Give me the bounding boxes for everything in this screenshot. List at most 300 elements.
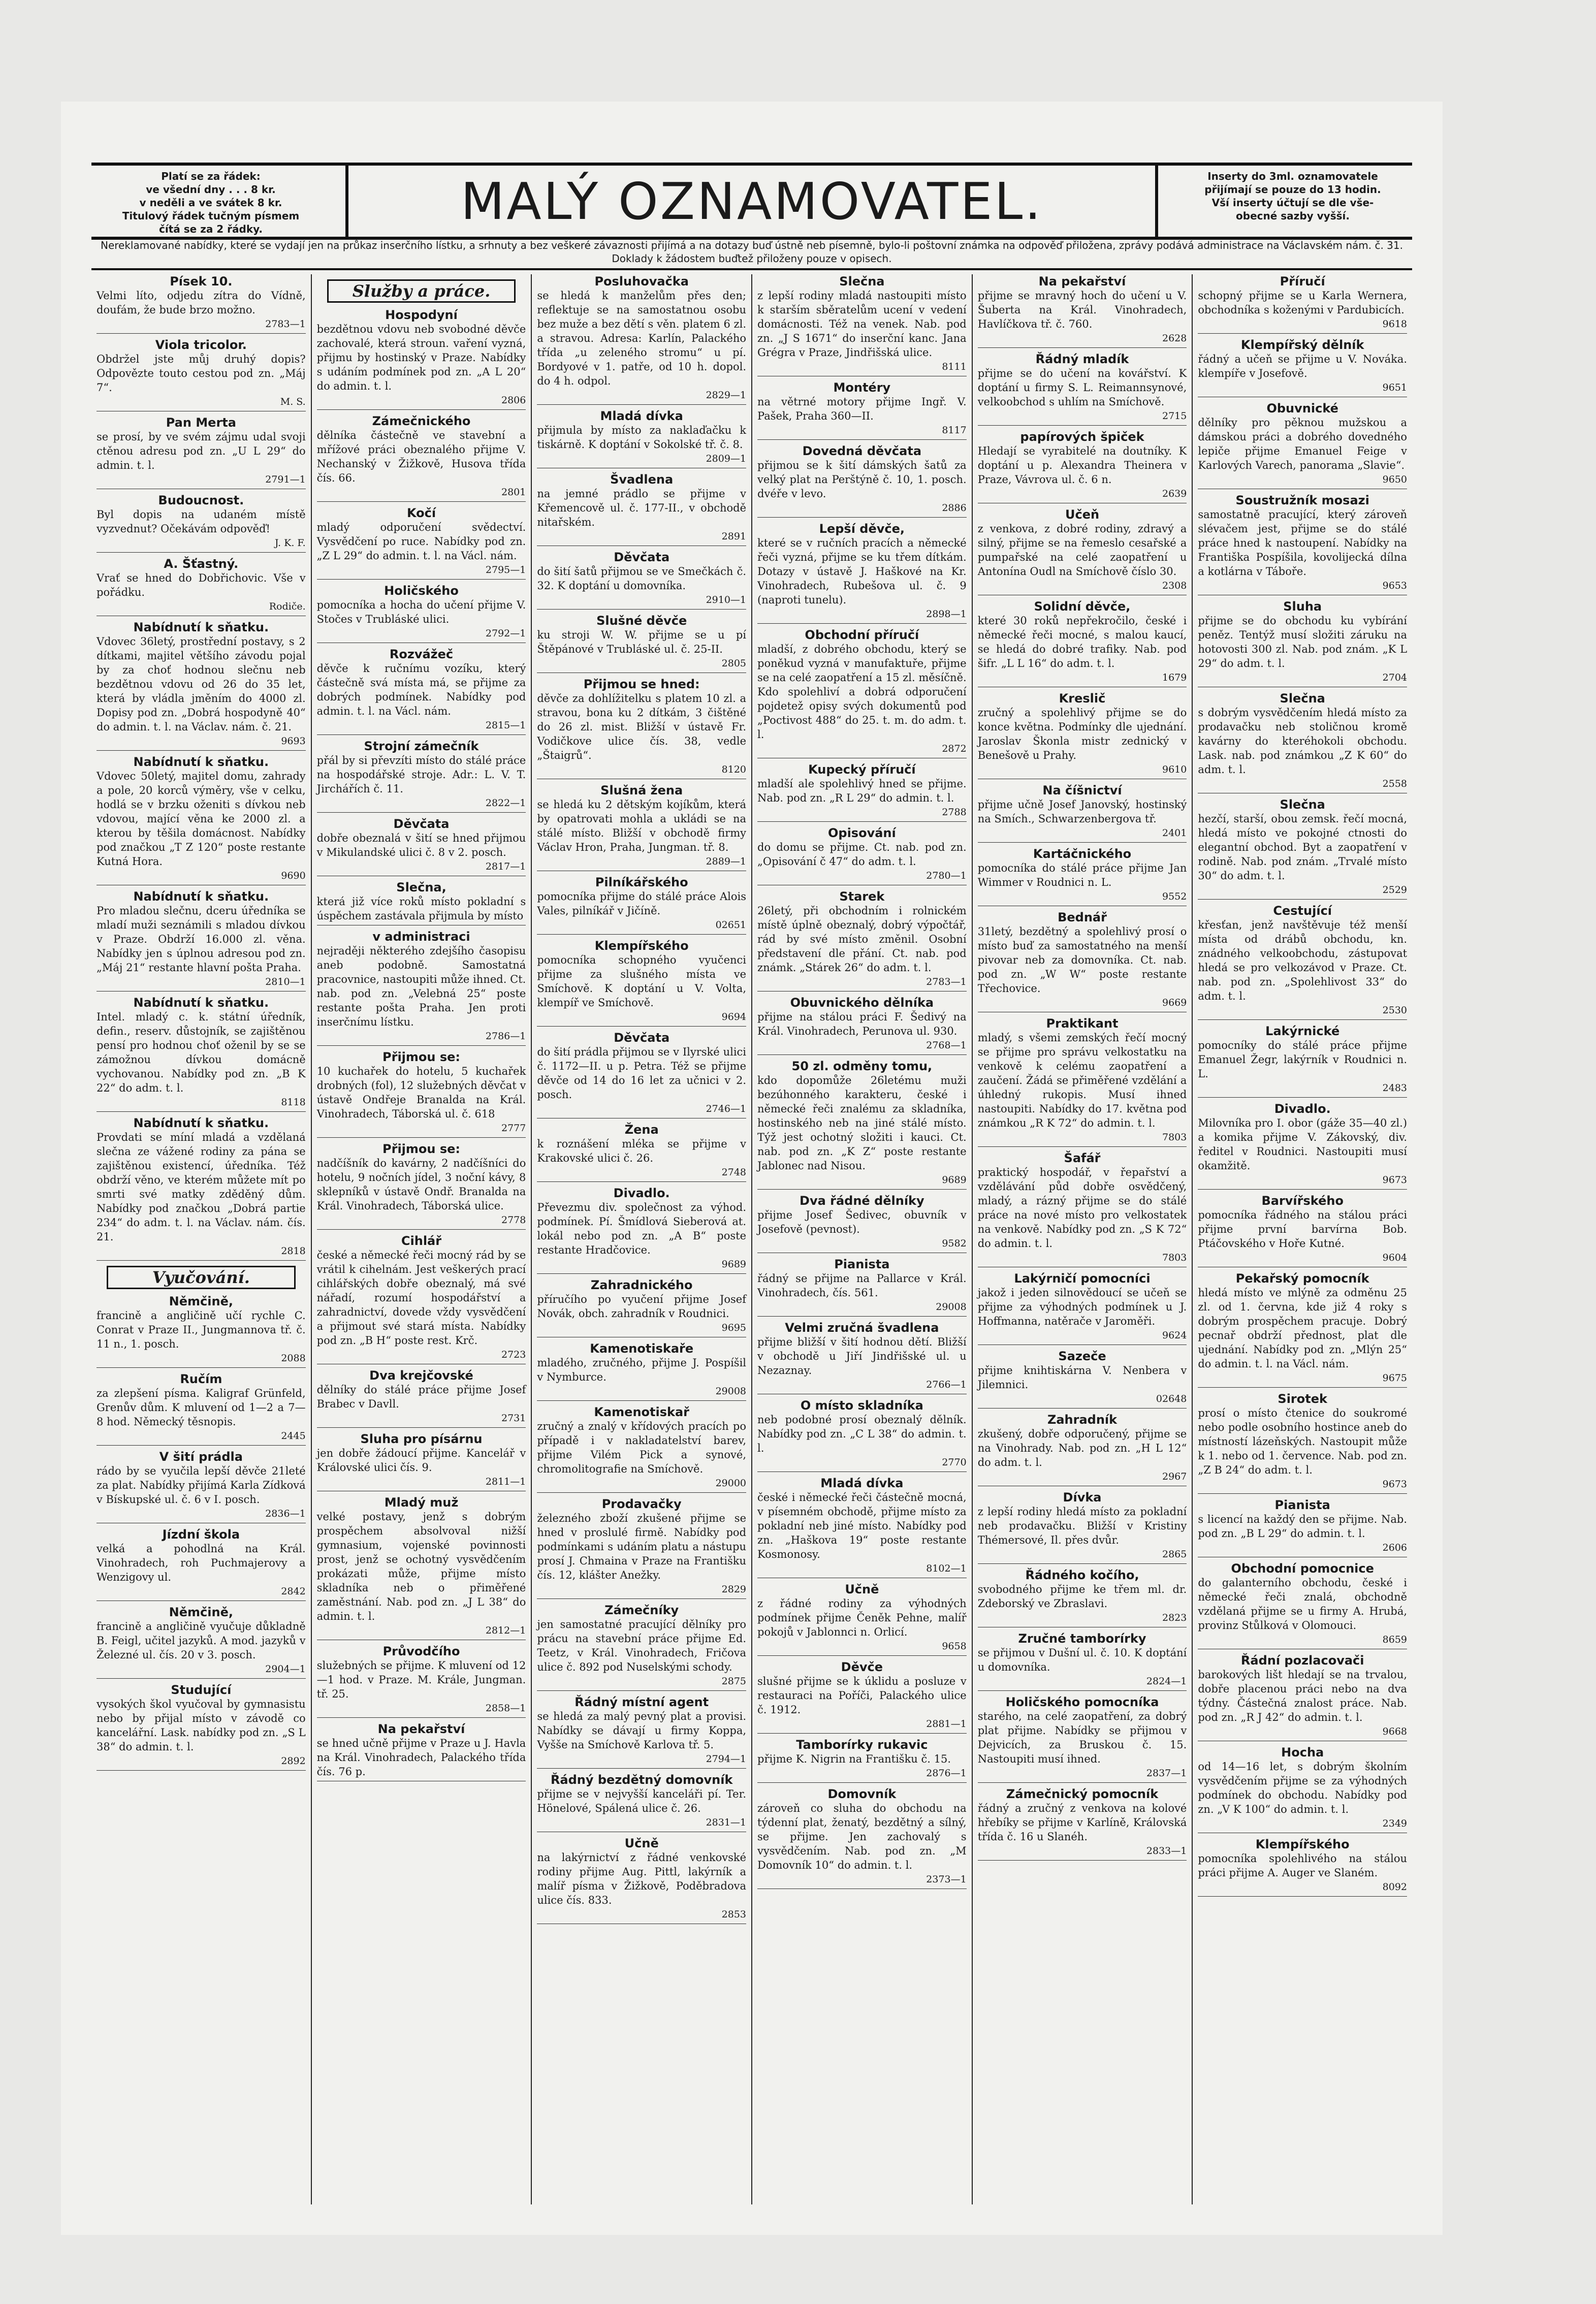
classified-ad	[978, 1631, 1187, 1691]
ad-code: 9610	[1162, 764, 1187, 775]
ad-code: 2401	[1162, 827, 1187, 839]
ad-body: přijme Josef Šedivec, obuvník v Josefově (pevnost).	[757, 1209, 967, 1235]
ad-heading: Lakýrnické	[1265, 1024, 1340, 1038]
classified-ad	[317, 647, 526, 735]
classified-ad	[757, 1787, 967, 1889]
ad-code: 2783—1	[926, 976, 967, 987]
classified-ad	[978, 1349, 1187, 1409]
ad-heading: Slušná žena	[600, 783, 683, 797]
classified-ad	[97, 557, 306, 616]
ad-heading: Mladá dívka	[820, 1476, 904, 1490]
section-heading: Vyučování.	[107, 1266, 296, 1289]
classified-ad	[317, 506, 526, 580]
classified-ad	[537, 875, 746, 935]
ad-heading: Nabídnutí k sňatku.	[133, 755, 269, 769]
ad-column	[312, 274, 532, 2204]
ad-body: slušné přijme se k úklidu a posluze v restauraci na Poříči, Palackého ulice č. 1912.	[757, 1675, 967, 1716]
ad-heading: Cihlář	[401, 1234, 442, 1248]
classified-ad	[1198, 691, 1407, 793]
ad-body: barokových lišt hledají se na trvalou, dobře placenou práci nebo na dva týdny. Částečná znalost práce. Nab. pod zn. „R J 42“ do admin. t. l.	[1198, 1669, 1408, 1723]
ad-heading: Klempířský dělník	[1240, 338, 1364, 352]
classified-ad	[317, 930, 526, 1046]
ad-heading: Posluhovačka	[594, 274, 689, 289]
ad-heading: Pan Merta	[166, 415, 236, 430]
ad-code: 2805	[721, 658, 747, 669]
ad-body: praktický hospodář, v řepařství a vzdělávání půd dobře osvědčený, mladý, a rázný přijme se do stálé práce na nové místo pro velkostatek na venkově. Nabídky pod zn. „S K 72“ do admin. t. l.	[977, 1166, 1187, 1250]
ad-body: přijme K. Nigrin na Františku č. 15.	[757, 1753, 951, 1765]
ad-body: pomocníka spolehlivého na stálou práci přijme A. Auger ve Slaném.	[1198, 1852, 1408, 1879]
ad-code: 9650	[1382, 474, 1408, 485]
ad-code: 9675	[1382, 1372, 1408, 1384]
ad-code: 2811—1	[485, 1476, 526, 1487]
ad-code: 8120	[721, 764, 747, 775]
classified-ad	[978, 783, 1187, 843]
ad-heading: Dva krejčovské	[369, 1368, 473, 1383]
ad-heading: Dovedná děvčata	[802, 444, 922, 458]
ad-code: 9695	[721, 1322, 747, 1333]
ad-code: 29000	[715, 1478, 747, 1489]
ad-code: 1679	[1162, 672, 1187, 683]
ad-heading: Na pekařství	[377, 1722, 465, 1736]
ad-body: dělníky do stálé práce přijme Josef Brabec v Davll.	[316, 1384, 526, 1410]
ad-body: k roznášení mléka se přijme v Krakovské ulici č. 26.	[537, 1138, 747, 1164]
ad-heading: Řádného kočího,	[1025, 1568, 1139, 1582]
ad-heading: Slečna	[839, 274, 885, 289]
ad-body: pomocníka schopného vyučenci přijme za slušného místa ve Smíchově. K doptání u V. Volta, klempíř ve Smíchově.	[537, 954, 747, 1009]
ad-heading: Slušné děvče	[596, 614, 687, 628]
ad-code: 9689	[942, 1174, 967, 1186]
ad-code: 2748	[721, 1167, 747, 1178]
ad-code: 2889—1	[706, 856, 747, 867]
ad-body: samostatně pracující, který zároveň slévačem jest, přijme se do stálé práce hned k nastoupení. Nabídky na Františka Pospíšila, kovolijecká dílna a kotlárna v Táboře.	[1198, 508, 1408, 578]
ad-heading: Učně	[624, 1836, 659, 1850]
ad-code: 2788	[942, 807, 967, 818]
classified-ad	[537, 1186, 746, 1274]
classified-ad	[1198, 1745, 1407, 1833]
ad-code: 2812—1	[485, 1625, 526, 1636]
ad-code: 2794—1	[706, 1753, 747, 1765]
ad-body: se hledá k manželům přes den; reflektuje se na samostatnou osobu bez muže a bez dětí s věn. platem 6 zl. a stravou. Adresa: Karlín, Palackého třída „u zeleného stromu“ u pí. Bordyové v 1. patře, od 10 h. dopol. do 4 h. odpol.	[537, 290, 747, 387]
ad-heading: Zahradník	[1047, 1413, 1118, 1427]
classified-ad	[1198, 1024, 1407, 1098]
ad-code: 2815—1	[485, 720, 526, 731]
classified-ad	[317, 1495, 526, 1640]
ad-body: Obdržel jste můj druhý dopis? Odpovězte touto cestou pod zn. „Máj 7“.	[97, 353, 306, 394]
ad-body: se hned učně přijme v Praze u J. Havla na Král. Vinohradech, Palackého třída čís. 76 p.	[316, 1737, 526, 1778]
ad-body: z lepší rodiny mladá nastoupiti místo k starším sběratelům ucení v vedení domácnosti. Též na venek. Nab. pod zn. „J S 1671“ do inserční kanc. Jana Grégra v Praze, Jindřišská ulice.	[757, 290, 967, 359]
ad-code: 9582	[942, 1238, 967, 1249]
ad-body: české i německé řeči částečně mocná, v písemném obchodě, přijme místo za pokladní neb jiné místo. Nabídky pod zn. „Haškova 19“ poste restante Kosmonosy.	[757, 1491, 967, 1560]
ad-body: pomocníka řádného na stálou práci přijme první barvírna Bob. Ptáčovského v Hoře Kutné.	[1198, 1209, 1408, 1250]
ad-heading: Lakýrničí pomocníci	[1014, 1271, 1151, 1286]
ad-heading: Kamenotiskař	[594, 1405, 689, 1419]
ad-heading: Šafář	[1064, 1151, 1101, 1165]
ad-body: na jemné prádlo se přijme v Křemencově ul. č. 177-II., v obchodě nitařském.	[537, 488, 747, 528]
ad-code: 9668	[1382, 1726, 1408, 1737]
ad-code: M. S.	[280, 396, 306, 407]
ad-body: zručný a spolehlivý přijme se do konce května. Podmínky dle ujednání. Jaroslav Škonla mistr zednický v Benešově u Prahy.	[977, 707, 1187, 761]
ad-heading: Hocha	[1281, 1745, 1324, 1759]
ad-heading: Němčině,	[169, 1294, 233, 1308]
classified-ad	[978, 352, 1187, 426]
ad-body: děvče k ručnímu vozíku, který částečně svá místa má, se přijme za dobrých podmínek. Nabídky pod admin. t. l. na Václ. nám.	[316, 662, 526, 717]
ad-heading: Obchodní příručí	[805, 628, 919, 642]
ad-code: 2746—1	[706, 1103, 747, 1114]
ad-body: která již více roků místo pokladní s úspěchem zastávala přijmula by místo	[316, 895, 526, 922]
ad-body: Provdati se míní mladá a vzdělaná slečna ze vážené rodiny za pána se zajištěnou existencí, úředníka. Též obdrží věno, ve kterém můžete mít po smrti své matky zděděný dům. Nabídky pod značkou „Dobrá partie 234“ do adm. t. l. na Václav. nám. čís. 21.	[97, 1131, 306, 1243]
ad-heading: Jízdní škola	[162, 1527, 240, 1542]
classified-ad	[537, 1603, 746, 1691]
ad-heading: Velmi zručná švadlena	[785, 1321, 939, 1335]
ad-code: 2770	[942, 1457, 967, 1468]
ad-heading: Děvčata	[614, 550, 670, 564]
classified-ad	[317, 1142, 526, 1230]
classified-ad	[1198, 1498, 1407, 1557]
ad-heading: Sluha pro písárnu	[360, 1432, 483, 1446]
ad-body: mladší ale spolehlivý hned se přijme. Nab. pod zn. „R L 29“ do admin. t. l.	[757, 778, 967, 804]
classified-ad	[1198, 1392, 1407, 1494]
ad-code: 2818	[281, 1245, 306, 1257]
ad-code: 2833—1	[1146, 1845, 1187, 1857]
ad-code: 2829—1	[706, 390, 747, 401]
ad-heading: Tamborírky rukavic	[796, 1738, 928, 1752]
ad-body: Vdovec 50letý, majitel domu, zahrady a pole, 20 korců výměry, vše v celku, hodlá se v brzku oženiti s dívkou neb vdovou, mající věna ke 2000 zl. a kterou by těšila domácnost. Nabídky pod značkou „T Z 120“ poste restante Kutná Hora.	[97, 770, 306, 868]
classified-ad	[317, 414, 526, 502]
ad-heading: Mladý muž	[384, 1495, 459, 1510]
ad-column	[752, 274, 973, 2204]
ad-body: Velmi líto, odjedu zítra do Vídně, doufám, že bude brzo možno.	[97, 290, 306, 316]
ad-body: nejraději některého zdejšího časopisu aneb podobně. Samostatná pracovnice, nastoupiti může ihned. Ct. nab. pod zn. „Velebná 25“ poste restante pošta Praha. Jen proti inserčnímu lístku.	[316, 945, 526, 1028]
ad-heading: Řádný bezdětný domovník	[550, 1773, 733, 1787]
classified-ad	[537, 1836, 746, 1924]
ad-code: 9552	[1162, 891, 1187, 902]
ad-code: 2817—1	[485, 861, 526, 872]
ad-heading: Zahradnického	[590, 1278, 693, 1292]
ad-heading: Bednář	[1058, 910, 1107, 924]
ad-body: Hledají se vyrabitelé na doutníky. K doptání u p. Alexandra Theinera v Praze, Vávrova ul. č. 6 n.	[977, 445, 1187, 486]
ad-code: Rodiče.	[269, 601, 306, 612]
ad-code: 2967	[1162, 1471, 1187, 1482]
ad-body: do šití šatů přijmou se ve Smečkách č. 32. K doptání u domovníka.	[537, 565, 747, 592]
classified-ad	[97, 620, 306, 751]
ad-body: mladý odporučení svědectví. Vysvědčení po ruce. Nabídky pod zn. „Z L 29“ do admin. t. l. na Václ. nám.	[316, 521, 526, 562]
ad-heading: 50 zl. odměny tomu,	[791, 1059, 933, 1073]
classified-ad	[97, 338, 306, 411]
classified-ad	[1198, 599, 1407, 687]
ad-code: 2445	[281, 1430, 306, 1442]
ad-heading: Přijmou se:	[382, 1142, 460, 1156]
classified-ad	[537, 1278, 746, 1337]
classified-ad	[757, 1257, 967, 1317]
classified-ad	[537, 409, 746, 468]
ad-code: 8102—1	[926, 1563, 967, 1574]
classified-ad	[537, 1773, 746, 1832]
ad-code: 2801	[501, 487, 526, 498]
ad-body: do domu se přijme. Ct. nab. pod zn. „Opisování č 47“ do adm. t. l.	[757, 841, 967, 868]
ad-code: 2837—1	[1146, 1768, 1187, 1779]
classified-ad	[1198, 338, 1407, 397]
ad-heading: Klempířského	[594, 939, 689, 953]
ad-heading: Dva řádné dělníky	[800, 1194, 924, 1208]
ad-body: železného zboží zkušené přijme se hned v proslulé firmě. Nabídky pod podmínkami s udáním platu a nástupu prosí J. Chmaina v Praze na Františku čís. 12, klášter Anežky.	[537, 1512, 747, 1581]
classified-ad	[537, 1695, 746, 1769]
classified-ad	[757, 274, 967, 376]
ad-heading: Děvčata	[393, 817, 450, 831]
ad-body: mladší, z dobrého obchodu, který se poněkud vyzná v manufaktuře, přijme se na celé zaopatření a 15 zl. měsíčně. Kdo spolehliví a dobrá odporučení pojdetež opisy svých dokumentů pod „Poctivost 488“ do 25. t. m. do adm. t. l.	[757, 643, 967, 741]
ad-code: 2606	[1382, 1542, 1408, 1553]
ad-body: s licencí na každý den se přijme. Nab. pod zn. „B L 29“ do admin. t. l.	[1198, 1513, 1408, 1540]
ad-heading: Strojní zámečník	[364, 739, 479, 753]
ad-code: 2858—1	[485, 1703, 526, 1714]
classified-ad	[1198, 1561, 1407, 1649]
classified-ad	[978, 507, 1187, 595]
masthead	[91, 163, 1412, 240]
classified-ad	[757, 522, 967, 624]
ad-heading: Slečna	[1280, 797, 1325, 812]
ad-body: starého, na celé zaopatření, za dobrý plat přijme. Nabídky se přijmou v Dejvicích, za Bruskou č. 15. Nastoupiti musí ihned.	[977, 1710, 1187, 1765]
ad-body: pomocníka a hocha do učení přijme V. Stočes v Trubláské ulici.	[316, 599, 526, 625]
ad-body: řádný a učeň se přijme u V. Nováka. klempíře v Josefově.	[1198, 353, 1408, 379]
ad-body: do galanterního obchodu, české i německé řeči znalá, obchodně vzdělaná přijme se u firmy A. Hrubá, provinz Stůlková v Olomouci.	[1198, 1577, 1408, 1631]
ad-body: jakož i jeden silnovědoucí se učeň se přijme za výhodných podmínek u J. Hoffmanna, natěrače v Jaroměři.	[977, 1287, 1187, 1327]
ad-body: pomocníka přijme do stálé práce Alois Vales, pilníkář v Jičíně.	[537, 890, 747, 917]
ad-heading: Kartáčnického	[1033, 847, 1132, 861]
ad-code: 2768—1	[926, 1040, 967, 1051]
ad-body: na lakýrnictví z řádné venkovské rodiny přijme Aug. Pittl, lakýrník a malíř písma v Žižkově, Poděbradova ulice čís. 833.	[537, 1851, 747, 1906]
classified-ad	[317, 1234, 526, 1364]
classified-ad	[97, 1683, 306, 1771]
ad-body: přijme bližší v šití hodnou dětí. Bližší v obchodě u Jiří Jindřišské ul. u Nezaznay.	[757, 1336, 967, 1377]
ad-columns	[91, 274, 1412, 2204]
classified-ad	[978, 1568, 1187, 1627]
classified-ad	[537, 614, 746, 673]
classified-ad	[537, 274, 746, 405]
classified-ad	[757, 380, 967, 440]
classified-ad	[97, 1116, 306, 1261]
classified-ad	[978, 910, 1187, 1012]
ad-body: hezčí, starší, obou zemsk. řečí mocná, hledá místo ve pokojné ctnosti do elegantní obchod. Byt a zaopatření v rodině. Nab. pod znám. „Trvalé místo 30“ do adm. t. l.	[1198, 813, 1408, 882]
classified-ad	[757, 1738, 967, 1783]
ad-body: svobodného přijme ke třem ml. dr. Zdeborský ve Zbraslavi.	[977, 1583, 1187, 1610]
classified-ad	[317, 1368, 526, 1428]
ad-heading: Mladá dívka	[600, 409, 683, 423]
ad-column	[91, 274, 312, 2204]
ad-heading: Obchodní pomocnice	[1231, 1561, 1374, 1576]
classified-ad	[757, 1660, 967, 1734]
ad-heading: Studující	[171, 1683, 232, 1697]
ad-code: 2088	[281, 1353, 306, 1364]
ad-body: řádný se přijme na Pallarce v Král. Vinohradech, čís. 561.	[757, 1272, 967, 1299]
ad-code: 9694	[721, 1011, 747, 1022]
classified-ad	[537, 1031, 746, 1118]
classified-ad	[1198, 1102, 1407, 1190]
ad-heading: Slečna	[1280, 691, 1325, 706]
ad-code: 02651	[715, 919, 747, 931]
ad-body: české a německé řeči mocný rád by se vrátil k cihelnám. Jest veškerých prací cihlářských dobře obeznalý, má své nářadí, rozumí hospodářství a zahradnictví, dovede vždy vysvědčení a přijmout své stará místa. Nabídky pod zn. „B H“ poste rest. Krč.	[316, 1249, 526, 1347]
ad-body: 31letý, bezdětný a spolehlivý prosí o místo buď za samostatného na menší pivovar neb za domovníka. Ct. nab. pod zn. „W W“ poste restante Třechovice.	[977, 925, 1187, 995]
ad-code: 7803	[1162, 1252, 1187, 1263]
ad-heading: Na číšnictví	[1042, 783, 1122, 797]
classified-ad	[97, 1527, 306, 1601]
ad-body: vysokých škol vyučoval by gymnasistu nebo by přijal místo v závodě co kancelářní. Lask. nabídky pod zn. „S L 38“ do admin. t. l.	[97, 1698, 306, 1753]
ad-body: křesťan, jenž navštěvuje též menší místa od drábů obchodu, kn. znádného velkoobchodu, zástupovat hledá se pro velkozávod v Praze. Ct. nab. pod zn. „Spolehlivost 33“ do adm. t. l.	[1198, 919, 1408, 1002]
ad-code: 2777	[501, 1123, 526, 1134]
ad-body: které se v ručních pracích a německé řeči vyzná, přijme se ku třem dítkám. Dotazy v ústavě J. Haškové na Kr. Vinohradech, Rubešova ul. č. 9 (naproti tunelu).	[757, 537, 967, 606]
classified-ad	[317, 739, 526, 813]
ad-body: neb podobné prosí obeznalý dělník. Nabídky pod zn. „C L 38“ do admin. t. l.	[757, 1414, 967, 1454]
ad-code: 2791—1	[265, 474, 306, 485]
ad-body: jen samostatné pracující dělníky pro prácu na stavební práce přijme Ed. Teetz, v Král. Vinohradech, Fričova ulice č. 892 pod Nuselskými schody.	[537, 1618, 747, 1673]
ad-heading: Sirotek	[1278, 1392, 1327, 1406]
ad-heading: Nabídnutí k sňatku.	[133, 1116, 269, 1130]
ad-code: 29008	[715, 1386, 747, 1397]
ad-code: 9658	[942, 1641, 967, 1652]
ad-body: pomocníka do stálé práce přijme Jan Wimmer v Roudnici n. L.	[977, 862, 1187, 888]
ad-heading: Kočí	[406, 506, 436, 520]
ad-code: 2891	[721, 531, 747, 542]
ad-heading: Praktikant	[1046, 1016, 1119, 1031]
classified-ad	[978, 1413, 1187, 1486]
ad-body: ku stroji W. W. přijme se u pí Štěpánové v Trubláské ul. č. 25-II.	[537, 629, 747, 655]
ad-heading: Obuvnické	[1266, 401, 1338, 415]
ad-body: jen dobře žádoucí přijme. Kancelář v Královské ulici čís. 9.	[316, 1447, 526, 1474]
ad-heading: v administraci	[372, 930, 470, 944]
classified-ad	[978, 1016, 1187, 1147]
ad-code: 2886	[942, 502, 967, 514]
ad-code: 2308	[1162, 580, 1187, 591]
classified-ad	[97, 1605, 306, 1679]
ad-body: dobře obeznalá v šití se hned přijmou v Mikulandské ulici č. 8 v 2. posch.	[316, 832, 526, 858]
classified-ad	[757, 1321, 967, 1394]
classified-ad	[97, 1450, 306, 1523]
ad-body: 26letý, při obchodním i rolnickém místě úplně obeznalý, dobrý výpočtář, rád by své místo změnil. Osobní představení dle přání. Ct. nab. pod známk. „Stárek 26“ do adm. t. l.	[757, 905, 967, 974]
classified-ad	[1198, 493, 1407, 595]
ad-code: 2806	[501, 395, 526, 406]
ad-code: 2786—1	[485, 1031, 526, 1042]
ad-code: 2723	[501, 1349, 526, 1360]
ad-heading: Žena	[624, 1123, 659, 1137]
ad-body: příručího po vyučení přijme Josef Novák, obch. zahradník v Roudnici.	[537, 1293, 747, 1320]
ad-heading: Viola tricolor.	[155, 338, 247, 352]
ad-heading: Nabídnutí k sňatku.	[133, 996, 269, 1010]
classified-ad	[757, 1398, 967, 1472]
ad-heading: Písek 10.	[170, 274, 233, 289]
ad-body: za zlepšení písma. Kaligraf Grünfeld, Grenův dům. K mluvení od 1—2 a 7—8 hod. Německý těsnopis.	[97, 1387, 306, 1428]
classified-ad	[537, 472, 746, 546]
classified-ad	[317, 1644, 526, 1718]
classified-ad	[978, 1271, 1187, 1345]
ad-heading: Zručné tamborírky	[1018, 1631, 1146, 1646]
classified-ad	[97, 1372, 306, 1446]
ad-heading: Učeň	[1065, 507, 1100, 522]
ad-code: 2349	[1382, 1818, 1408, 1829]
classified-ad	[978, 1151, 1187, 1267]
classified-ad	[1198, 1194, 1407, 1267]
ad-heading: Průvodčího	[382, 1644, 460, 1658]
ad-code: 9651	[1382, 382, 1408, 393]
ad-heading: Švadlena	[610, 472, 674, 487]
masthead-left-info: Platí se za řádek: ve všední dny . . . 8 kr. v neděli a ve svátek 8 kr. Titulový řádek tučným písmem čítá se za 2 řádky.	[122, 170, 300, 235]
ad-heading: Barvířského	[1261, 1194, 1344, 1208]
ad-code: 2831—1	[706, 1817, 747, 1828]
ad-heading: Prodavačky	[601, 1497, 682, 1511]
ad-heading: Rozvážeč	[389, 647, 454, 661]
ad-heading: Přijmou se hned:	[583, 677, 700, 691]
ad-heading: Řádný místní agent	[574, 1695, 709, 1709]
ad-heading: Kupecký příručí	[808, 762, 916, 777]
classified-ad	[757, 1476, 967, 1578]
ad-code: 2809—1	[706, 453, 747, 464]
ad-code: 2715	[1162, 410, 1187, 422]
ad-code: 2731	[501, 1413, 526, 1424]
ad-heading: Na pekařství	[1038, 274, 1126, 289]
ad-heading: Soustružník mosazi	[1235, 493, 1369, 507]
ad-heading: Ručím	[180, 1372, 222, 1386]
ad-body: přijmou se k šití dámských šatů za velký plat na Perštýně č. 10, 1. posch. dvéře v levo.	[757, 459, 967, 500]
ad-body: prosí o místo čtenice do soukromé nebo podle osobního hostince aneb do místností lázeňských. Nastoupit může k 1. nebo od 1. července. Nab. pod zn. „Z B 24“ do adm. t. l.	[1198, 1407, 1408, 1476]
ad-heading: Opisování	[827, 826, 896, 840]
ad-heading: Pilníkářského	[595, 875, 688, 889]
ad-heading: Nabídnutí k sňatku.	[133, 889, 269, 904]
ad-code: 02648	[1156, 1393, 1187, 1404]
ad-body: francině a angličině učí rychle C. Conrat v Praze II., Jungmannova tř. č. 11 n., 1. posch.	[97, 1309, 306, 1350]
classified-ad	[97, 274, 306, 334]
ad-heading: Děvčata	[614, 1031, 670, 1045]
ad-code: 2875	[721, 1676, 747, 1687]
ad-heading: A. Šťastný.	[164, 557, 239, 571]
ad-code: 7803	[1162, 1132, 1187, 1143]
ad-heading: Kreslič	[1059, 691, 1106, 706]
classified-ad	[978, 1490, 1187, 1564]
ad-body: hledá místo ve mlýně za odměnu 25 zl. od 1. června, kde již 4 roky s dobrým prospěchem pracuje. Dobrý pecnař obdrží přednost, plat dle ujednání. Nabídky pod zn. „Mlýn 25“ do admin. t. l. na Václ. nám.	[1198, 1287, 1408, 1370]
ad-heading: Nabídnutí k sňatku.	[133, 620, 269, 634]
ad-body: služebných se přijme. K mluvení od 12—1 hod. v Praze. M. Krále, Jungman. tř. 25.	[316, 1659, 526, 1700]
ad-heading: Kamenotiskaře	[590, 1341, 694, 1356]
ad-body: se přijmou v Dušní ul. č. 10. K doptání u domovníka.	[977, 1647, 1187, 1673]
ad-body: přijme na stálou práci F. Šedivý na Král. Vinohradech, Perunova ul. 930.	[757, 1011, 967, 1037]
ad-body: řádný a zručný z venkova na kolové hřebíky se přijme v Karlíně, Královská třída č. 16 u Slanéh.	[977, 1802, 1187, 1843]
classified-ad	[978, 430, 1187, 503]
classified-ad	[757, 1059, 967, 1190]
ad-column	[973, 274, 1193, 2204]
ad-body: Vrať se hned do Dobřichovic. Vše v pořádku.	[97, 572, 306, 598]
ad-code: 2639	[1162, 488, 1187, 499]
ad-body: francině a angličině vyučuje důkladně B. Feigl, učitel jazyků. A mod. jazyků v Železné ul. čís. 20 v 3. posch.	[97, 1620, 306, 1661]
classified-ad	[757, 826, 967, 885]
classified-ad	[537, 939, 746, 1027]
ad-heading: Holičského	[384, 584, 459, 598]
ad-heading: Řádný mladík	[1035, 352, 1129, 366]
ad-heading: Pekařský pomocník	[1235, 1271, 1369, 1286]
classified-ad	[97, 493, 306, 553]
ad-code: 2810—1	[265, 976, 306, 987]
ad-code: 2373—1	[926, 1874, 967, 1885]
ad-heading: Montéry	[833, 380, 891, 395]
ad-heading: Zámečnický pomocník	[1006, 1787, 1159, 1801]
ad-body: se hledá za malý pevný plat a provisi. Nabídky se dávají u firmy Koppa, Vyšše na Smíchově Karlova tř. 5.	[537, 1710, 747, 1751]
ad-code: 9653	[1382, 580, 1408, 591]
ad-body: zároveň co sluha do obchodu na týdenní plat, ženatý, bezdětný a sílný, se přijme. Jen zachovalý s vysvědčením. Nab. pod zn. „M Domovník 10“ do admin. t. l.	[757, 1802, 967, 1871]
classified-ad	[537, 677, 746, 779]
ad-code: 9693	[281, 735, 306, 747]
ad-body: velké postavy, jenž s dobrým prospěchem absolvoval nižší gymnasium, vojenské povinnosti prost, jenž se ochotný vysvědčením prokázati může, přijme místo skladníka neb o přiměřené zaměstnání. Nab. pod zn. „J L 38“ do admin. t. l.	[316, 1511, 526, 1622]
ad-code: 2778	[501, 1214, 526, 1226]
ad-heading: Zámečníky	[604, 1603, 679, 1617]
ad-heading: Zámečnického	[372, 414, 471, 428]
ad-code: 2892	[281, 1755, 306, 1767]
ad-heading: Divadlo.	[1274, 1102, 1331, 1116]
classified-ad	[1198, 1653, 1407, 1741]
